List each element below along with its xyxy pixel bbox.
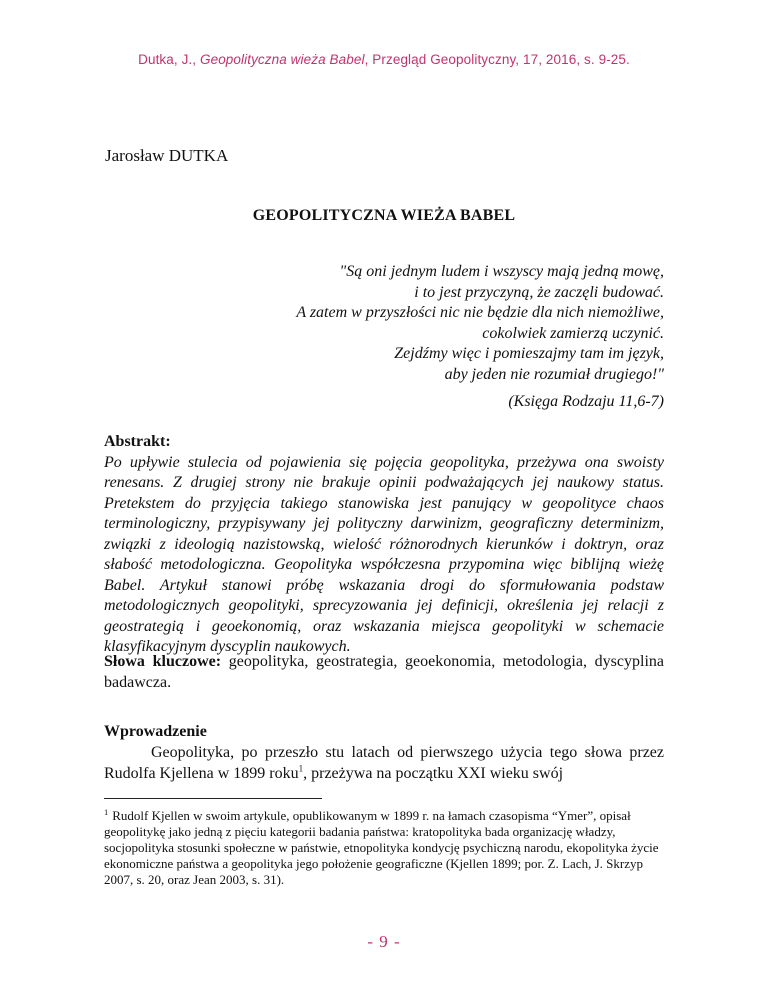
page-number: - 9 -	[367, 932, 401, 951]
introduction-text-end: , przeżywa na początku XXI wieku swój	[303, 765, 564, 782]
epigraph-line: "Są oni jednym ludem i wszyscy mają jedną mowę,	[339, 263, 664, 280]
author-name: Jarosław DUTKA	[105, 146, 229, 165]
epigraph-source: (Księga Rodzaju 11,6-7)	[508, 393, 664, 410]
footnote-text: Rudolf Kjellen w swoim artykule, opublikowanym w 1899 r. na łamach czasopisma “Ymer”, opisał geopolitykę jako jedną z pięciu kategorii badania państwa: kratopolityka bada organizację władzy, socjopolityka stosunki społeczne w państwie, etnopolityka kondycję psychiczną narodu, ekopolityka życie ekonomiczne państwa a geopolityka jego położenie geograficzne (Kjellen 1899; por. Z. Lach, J. Skrzyp 2007, s. 20, oraz Jean 2003, s. 31).	[104, 808, 659, 887]
abstract-section	[104, 432, 664, 658]
footnote-reference: 1	[298, 763, 304, 774]
header-citation-prefix: Dutka, J.,	[138, 52, 200, 67]
introduction-text	[104, 742, 664, 784]
footnote	[104, 808, 664, 888]
introduction-text-start: Geopolityka, po przeszło stu latach od pierwszego użycia tego słowa przez Rudolfa Kjellena w 1899 roku	[104, 744, 664, 782]
article-title: GEOPOLITYCZNA WIEŻA BABEL	[252, 207, 516, 224]
introduction-section	[104, 721, 664, 784]
epigraph-line: aby jeden nie rozumiał drugiego!"	[444, 365, 664, 383]
epigraph-line: cokolwiek zamierzą uczynić.	[482, 324, 664, 342]
epigraph-line: Zejdźmy więc i pomieszajmy tam im język,	[394, 345, 664, 362]
header-citation-title: Geopolityczna wieża Babel	[199, 52, 365, 67]
footnote-divider	[104, 798, 322, 799]
abstract-text: Po upływie stulecia od pojawienia się pojęcia geopolityka, przeżywa ona swoisty renesans. Z drugiej strony nie brakuje opinii podważających jej naukowy status. Pretekstem do przyjęcia takiego stanowiska jest panujący w geopolityce chaos terminologiczny, przypisywany jej polityczny darwinizm, geograficzny determinizm, związki z ideologią nazistowską, wielość różnorodnych kierunków i doktryn, oraz słabość metodologiczna. Geopolityka współczesna przypomina więc biblijną wieżę Babel. Artykuł stanowi próbę wskazania drogi do sformułowania podstaw metodologicznych geopolityki, sprecyzowania jej definicji, określenia jej relacji z geostrategią i geoekonomią, oraz wskazania miejsca geopolityki w schemacie klasyfikacyjnym dyscyplin naukowych.	[104, 453, 664, 655]
keywords-label: Słowa kluczowe:	[104, 653, 222, 670]
keywords-text: geopolityka, geostrategia, geoekonomia, metodologia, dyscyplina badawcza.	[104, 653, 665, 691]
abstract-heading: Abstrakt:	[104, 433, 171, 450]
header-citation-suffix: , Przegląd Geopolityczny, 17, 2016, s. 9-25.	[364, 52, 630, 67]
epigraph-line: A zatem w przyszłości nic nie będzie dla nich niemożliwe,	[296, 304, 664, 321]
epigraph	[144, 262, 664, 385]
footnote-mark: 1	[104, 806, 109, 817]
epigraph-line: i to jest przyczyną, że zaczęli budować.	[414, 283, 664, 301]
running-header	[0, 52, 768, 67]
keywords-section	[104, 651, 664, 693]
introduction-heading: Wprowadzenie	[104, 723, 207, 740]
